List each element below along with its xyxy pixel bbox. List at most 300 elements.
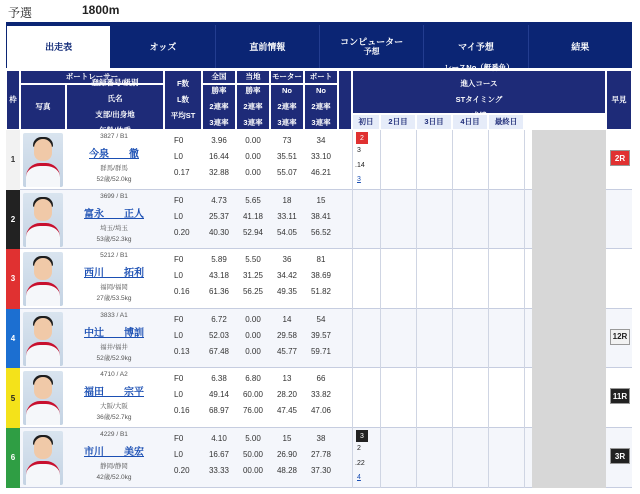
schedule-divider <box>452 428 453 488</box>
racer-reg-text: 3833 / A1 <box>100 311 128 319</box>
header-sub-line: 2連率 <box>311 102 331 111</box>
schedule-divider <box>488 130 489 190</box>
national-stat-value: 3.96 <box>211 136 227 145</box>
boat-stat-value: 27.78 <box>310 450 332 459</box>
boat-stat-value: 33.82 <box>310 390 332 400</box>
racer-f <box>174 136 183 145</box>
national-stat <box>202 228 236 237</box>
motor-stat-value: 55.07 <box>276 168 298 177</box>
header-national <box>202 70 236 84</box>
header-fl-line: 平均ST <box>170 111 196 120</box>
header-day-label: 最終日 <box>494 117 518 126</box>
header-day-label: 2日目 <box>388 117 408 126</box>
racer-branch <box>66 401 162 410</box>
boat-stat <box>304 212 338 221</box>
local-stat-value: 0.00 <box>245 136 261 145</box>
waku-label: 3 <box>10 274 16 284</box>
racer-registration <box>66 252 162 259</box>
schedule-divider <box>380 428 381 488</box>
racer-name-link[interactable] <box>66 324 162 339</box>
entry-table <box>6 63 632 488</box>
racer-l <box>174 212 183 221</box>
local-stat-value: 76.00 <box>242 406 264 416</box>
national-stat-value: 49.14 <box>208 390 230 400</box>
early-race-badge[interactable] <box>610 329 630 345</box>
racer-name-text: 市川 美宏 <box>84 447 144 458</box>
schedule-divider <box>416 368 417 428</box>
racer-reg-text: 4229 / B1 <box>100 431 128 438</box>
boat-stat <box>304 315 338 324</box>
header-sub-line: 3連率 <box>209 118 229 127</box>
photo-body <box>26 223 60 247</box>
racer-l <box>174 271 183 280</box>
photo-body <box>26 461 60 485</box>
header-local <box>236 70 270 84</box>
national-stat-value: 67.48 <box>208 346 230 356</box>
header-fl-line: F数 <box>176 79 190 88</box>
header-day-2 <box>416 114 452 130</box>
motor-stat <box>270 212 304 221</box>
boat-stat-value: 15 <box>316 195 326 205</box>
race-number-badge[interactable] <box>356 430 368 442</box>
local-stat-value: 50.00 <box>242 450 264 459</box>
photo-head <box>34 258 52 280</box>
national-stat <box>202 331 236 340</box>
racer-reg-text: 5212 / B1 <box>100 252 128 260</box>
header-boat <box>304 70 338 84</box>
header-day-label: 4日目 <box>460 117 480 126</box>
boat-stat <box>304 450 338 459</box>
racer-reg-text: 4710 / A2 <box>100 371 128 379</box>
header-local-sub <box>236 84 270 130</box>
boat-stat <box>304 168 338 177</box>
boat-stat-value: 46.21 <box>310 168 332 177</box>
race-number-badge[interactable] <box>356 132 368 144</box>
local-stat <box>236 331 270 340</box>
national-stat <box>202 287 236 296</box>
racer-st <box>174 347 190 356</box>
racer-branch-text: 福井/福井 <box>100 343 128 351</box>
header-motor-sub <box>270 84 304 130</box>
local-stat-value: 6.80 <box>245 374 261 384</box>
header-early-label: 早見 <box>611 95 627 104</box>
racer-f <box>174 315 183 324</box>
boat-stat-value: 38.69 <box>310 271 332 281</box>
finish-result-value: 3 <box>357 176 361 183</box>
motor-stat <box>270 466 304 475</box>
photo-head <box>34 377 52 399</box>
photo-body <box>26 342 60 366</box>
schedule-divider <box>416 309 417 369</box>
local-stat <box>236 152 270 161</box>
header-boat-label: ボート <box>309 72 333 81</box>
local-stat <box>236 374 270 383</box>
motor-stat-value: 54.05 <box>276 227 298 237</box>
boat-stat <box>304 347 338 356</box>
national-stat-value: 6.38 <box>211 374 227 384</box>
tab-label: オッズ <box>149 41 177 52</box>
schedule-divider <box>488 190 489 250</box>
st-timing <box>355 460 365 467</box>
racer-registration <box>66 193 162 200</box>
motor-stat <box>270 228 304 237</box>
local-stat-value: 0.00 <box>245 152 261 161</box>
racer-age-weight-text: 42歳/52.0kg <box>96 474 132 481</box>
national-stat-value: 32.88 <box>208 168 230 177</box>
race-number: 2 <box>360 134 364 142</box>
tab-5[interactable] <box>529 25 632 68</box>
waku-label: 6 <box>10 453 16 463</box>
national-stat <box>202 196 236 205</box>
racer-st <box>174 406 190 415</box>
racer-name-link[interactable] <box>66 383 162 398</box>
motor-stat <box>270 196 304 205</box>
local-stat-value: 00.00 <box>242 466 264 475</box>
racer-age-weight <box>66 293 162 302</box>
local-stat-value: 0.00 <box>245 330 261 340</box>
local-stat <box>236 271 270 280</box>
motor-stat-value: 26.90 <box>276 450 298 459</box>
tab-2[interactable] <box>216 25 320 68</box>
header-photo-label: 写真 <box>35 102 51 111</box>
racer-branch <box>66 342 162 351</box>
waku-number <box>6 249 20 309</box>
schedule-divider <box>488 368 489 428</box>
schedule-divider <box>488 249 489 309</box>
header-early <box>606 70 632 130</box>
racer-age-weight <box>66 174 162 183</box>
motor-stat-value: 47.45 <box>276 406 298 416</box>
motor-stat-value: 29.58 <box>276 330 298 340</box>
header-photo <box>20 84 66 130</box>
motor-stat <box>270 390 304 399</box>
motor-stat <box>270 331 304 340</box>
national-stat <box>202 434 236 443</box>
local-stat <box>236 450 270 459</box>
racer-f-value: F0 <box>174 255 184 265</box>
header-sub-line: 3連率 <box>243 118 263 127</box>
racer-l <box>174 331 183 340</box>
boat-stat <box>304 271 338 280</box>
schedule-gray-block <box>532 428 606 488</box>
waku-number <box>6 130 20 190</box>
schedule-divider <box>488 309 489 369</box>
motor-stat-value: 45.77 <box>276 346 298 356</box>
early-race-badge[interactable] <box>610 150 630 166</box>
racer-name-text: 富永 正人 <box>84 208 144 220</box>
racer-st <box>174 228 190 237</box>
schedule-divider <box>416 190 417 250</box>
racer-l-value: L0 <box>174 390 183 400</box>
entry-course-value: 3 <box>357 147 361 154</box>
photo-head <box>34 318 52 340</box>
motor-stat <box>270 136 304 145</box>
entry-course <box>357 445 361 452</box>
header-motor <box>270 70 304 84</box>
local-stat <box>236 168 270 177</box>
national-stat <box>202 390 236 399</box>
national-stat-value: 4.10 <box>211 434 227 443</box>
local-stat <box>236 347 270 356</box>
motor-stat <box>270 152 304 161</box>
racer-age-weight-text: 36歳/52.7kg <box>96 414 132 422</box>
boat-stat <box>304 434 338 443</box>
header-boat-sub <box>304 84 338 130</box>
racer-branch <box>66 461 162 470</box>
local-stat <box>236 255 270 264</box>
racer-l-value: L0 <box>174 271 183 281</box>
boat-stat-value: 56.52 <box>310 227 332 237</box>
schedule-divider <box>380 190 381 250</box>
racer-age-weight <box>66 353 162 362</box>
boat-stat <box>304 196 338 205</box>
tab-4[interactable] <box>424 25 528 68</box>
racer-age-weight <box>66 412 162 421</box>
header-boat-racer-label: ボートレーサー <box>65 72 119 81</box>
header-motor-label: モーター <box>272 72 302 81</box>
schedule-divider <box>488 428 489 488</box>
header-national-label: 全国 <box>211 72 227 81</box>
schedule-gray-block <box>532 190 606 250</box>
racer-photo <box>23 312 63 366</box>
entry-course-value: 2 <box>357 445 361 452</box>
finish-result-value: 4 <box>357 474 361 481</box>
tab-label: 直前情報 <box>249 41 286 52</box>
racer-f-value: F0 <box>174 314 184 324</box>
waku-number <box>6 368 20 428</box>
header-reg-line: 氏名 <box>107 94 123 103</box>
header-fl <box>164 70 202 130</box>
header-day-3 <box>452 114 488 130</box>
tab-3[interactable] <box>320 25 424 68</box>
schedule-divider <box>452 309 453 369</box>
tab-0[interactable] <box>6 25 111 68</box>
racer-age-weight <box>66 472 162 481</box>
racer-photo <box>23 431 63 485</box>
racer-st-value: 0.16 <box>174 287 190 297</box>
schedule-divider <box>524 130 525 190</box>
tab-1[interactable] <box>111 25 215 68</box>
racer-name-text: 中辻 博訓 <box>84 327 144 339</box>
early-race-label: 2R <box>614 153 626 163</box>
motor-stat <box>270 347 304 356</box>
finish-result[interactable] <box>357 474 361 481</box>
national-stat <box>202 374 236 383</box>
boat-stat-value: 59.71 <box>310 346 332 356</box>
boat-stat <box>304 374 338 383</box>
racer-name-link[interactable] <box>66 205 162 220</box>
racer-f-value: F0 <box>174 434 184 443</box>
motor-stat-value: 33.11 <box>277 211 297 221</box>
schedule-divider <box>524 428 525 488</box>
racer-l-value: L0 <box>174 450 183 459</box>
racer-l-value: L0 <box>174 211 183 221</box>
header-day-label: 初日 <box>358 117 374 126</box>
racer-st-value: 0.17 <box>174 168 190 177</box>
st-timing-value: .14 <box>355 162 365 169</box>
local-stat <box>236 466 270 475</box>
motor-stat-value: 18 <box>282 195 292 205</box>
racer-name-text: 今泉 徹 <box>89 149 139 160</box>
boat-stat <box>304 152 338 161</box>
header-vbar-top <box>338 70 352 130</box>
header-waku-label: 枠 <box>9 95 17 104</box>
header-reg-line: 支部/出身地 <box>95 110 135 119</box>
schedule-gray-block <box>532 309 606 369</box>
national-stat <box>202 168 236 177</box>
racer-f <box>174 196 183 205</box>
motor-stat-value: 28.20 <box>276 390 298 400</box>
tab-label: マイ予想 <box>458 41 494 52</box>
racer-photo <box>23 133 63 187</box>
local-stat-value: 41.18 <box>242 211 264 221</box>
boat-stat-value: 47.06 <box>310 406 332 416</box>
local-stat-value: 52.94 <box>242 227 264 237</box>
boat-stat-value: 54 <box>316 314 326 324</box>
race-distance: 1800m <box>82 3 120 17</box>
national-stat <box>202 255 236 264</box>
waku-number <box>6 428 20 488</box>
schedule-gray-block <box>532 130 606 190</box>
racer-f <box>174 374 183 383</box>
header-national-sub <box>202 84 236 130</box>
header-day-4 <box>488 114 524 130</box>
national-stat <box>202 212 236 221</box>
waku-label: 4 <box>10 334 16 344</box>
racer-st <box>174 287 190 296</box>
racer-branch-text: 静岡/静岡 <box>100 463 128 470</box>
header-race-info-line: 進入コース <box>460 79 498 88</box>
national-stat-value: 43.18 <box>208 271 230 281</box>
racer-photo <box>23 252 63 306</box>
racer-st-value: 0.16 <box>174 406 190 416</box>
schedule-divider <box>380 309 381 369</box>
local-stat <box>236 212 270 221</box>
header-fl-line: L数 <box>176 95 190 104</box>
national-stat-value: 40.30 <box>208 227 230 237</box>
local-stat <box>236 315 270 324</box>
waku-number <box>6 190 20 250</box>
tab-label: 出走表 <box>45 42 73 52</box>
race-type: 予選 <box>8 6 33 20</box>
motor-stat-value: 13 <box>282 374 292 384</box>
racer-st-value: 0.20 <box>174 466 190 475</box>
early-race-badge[interactable] <box>610 388 630 404</box>
racer-branch-text: 大阪/大阪 <box>100 403 128 411</box>
boat-stat-value: 81 <box>316 255 326 265</box>
racer-l-value: L0 <box>174 152 183 161</box>
racer-branch-text: 埼玉/埼玉 <box>100 224 128 232</box>
racer-name-link[interactable] <box>66 145 162 160</box>
motor-stat <box>270 315 304 324</box>
photo-body <box>26 282 60 306</box>
racer-registration <box>66 312 162 319</box>
waku-label: 5 <box>10 393 16 403</box>
national-stat-value: 61.36 <box>208 287 230 297</box>
racer-l <box>174 152 183 161</box>
early-race-badge[interactable] <box>610 448 630 464</box>
national-stat-value: 5.89 <box>211 255 227 265</box>
header-local-label: 当地 <box>245 72 261 81</box>
national-stat <box>202 315 236 324</box>
header-sub-line: 2連率 <box>209 102 229 111</box>
motor-stat <box>270 434 304 443</box>
header-sub-line: 勝率 <box>245 86 261 95</box>
motor-stat <box>270 255 304 264</box>
race-number: 3 <box>360 432 364 440</box>
racer-age-weight-text: 52歳/52.9kg <box>96 354 132 362</box>
racer-age-weight <box>66 234 162 243</box>
boat-stat <box>304 406 338 415</box>
racer-reg-text: 3699 / B1 <box>100 192 128 200</box>
racer-branch <box>66 163 162 172</box>
boat-stat-value: 33.10 <box>310 152 332 161</box>
boat-stat <box>304 466 338 475</box>
local-stat-value: 60.00 <box>242 390 264 400</box>
schedule-divider <box>416 249 417 309</box>
motor-stat <box>270 374 304 383</box>
national-stat-value: 68.97 <box>208 406 230 416</box>
racer-branch-text: 群馬/群馬 <box>100 165 128 172</box>
motor-stat <box>270 450 304 459</box>
schedule-divider <box>416 428 417 488</box>
tab-label: 結果 <box>571 41 590 52</box>
national-stat-value: 4.73 <box>211 195 227 205</box>
entry-course <box>357 147 361 154</box>
schedule-gray-block <box>532 249 606 309</box>
local-stat <box>236 434 270 443</box>
schedule-divider <box>452 130 453 190</box>
early-race-label: 3R <box>614 451 626 461</box>
racer-f <box>174 434 183 443</box>
racer-branch <box>66 223 162 232</box>
schedule-divider <box>452 368 453 428</box>
motor-stat <box>270 168 304 177</box>
st-timing <box>355 162 365 169</box>
motor-stat-value: 73 <box>282 136 292 145</box>
motor-stat-value: 14 <box>282 314 292 324</box>
racer-name-link[interactable] <box>66 264 162 279</box>
national-stat <box>202 406 236 415</box>
header-race-info-line: STタイミング <box>455 95 503 104</box>
racer-registration <box>66 371 162 378</box>
racer-name-link[interactable] <box>66 443 162 458</box>
racer-st-value: 0.20 <box>174 227 190 237</box>
schedule-divider <box>524 190 525 250</box>
racer-registration <box>66 431 162 438</box>
boat-stat-value: 37.30 <box>310 466 332 475</box>
header-waku <box>6 70 20 130</box>
racer-f-value: F0 <box>174 374 184 384</box>
local-stat <box>236 287 270 296</box>
racer-name-text: 福田 宗平 <box>84 387 144 399</box>
motor-stat <box>270 287 304 296</box>
header-sub-line: 勝率 <box>211 86 227 95</box>
finish-result[interactable] <box>357 176 361 183</box>
racer-f <box>174 255 183 264</box>
boat-stat <box>304 255 338 264</box>
racer-photo <box>23 371 63 425</box>
st-timing-value: .22 <box>355 460 365 467</box>
local-stat-value: 0.00 <box>245 314 261 324</box>
local-stat <box>236 136 270 145</box>
racer-reg-text: 3827 / B1 <box>100 133 128 140</box>
racer-st <box>174 466 190 475</box>
schedule-divider <box>380 368 381 428</box>
header-day-1 <box>380 114 416 130</box>
racer-st <box>174 168 190 177</box>
schedule-divider <box>524 368 525 428</box>
